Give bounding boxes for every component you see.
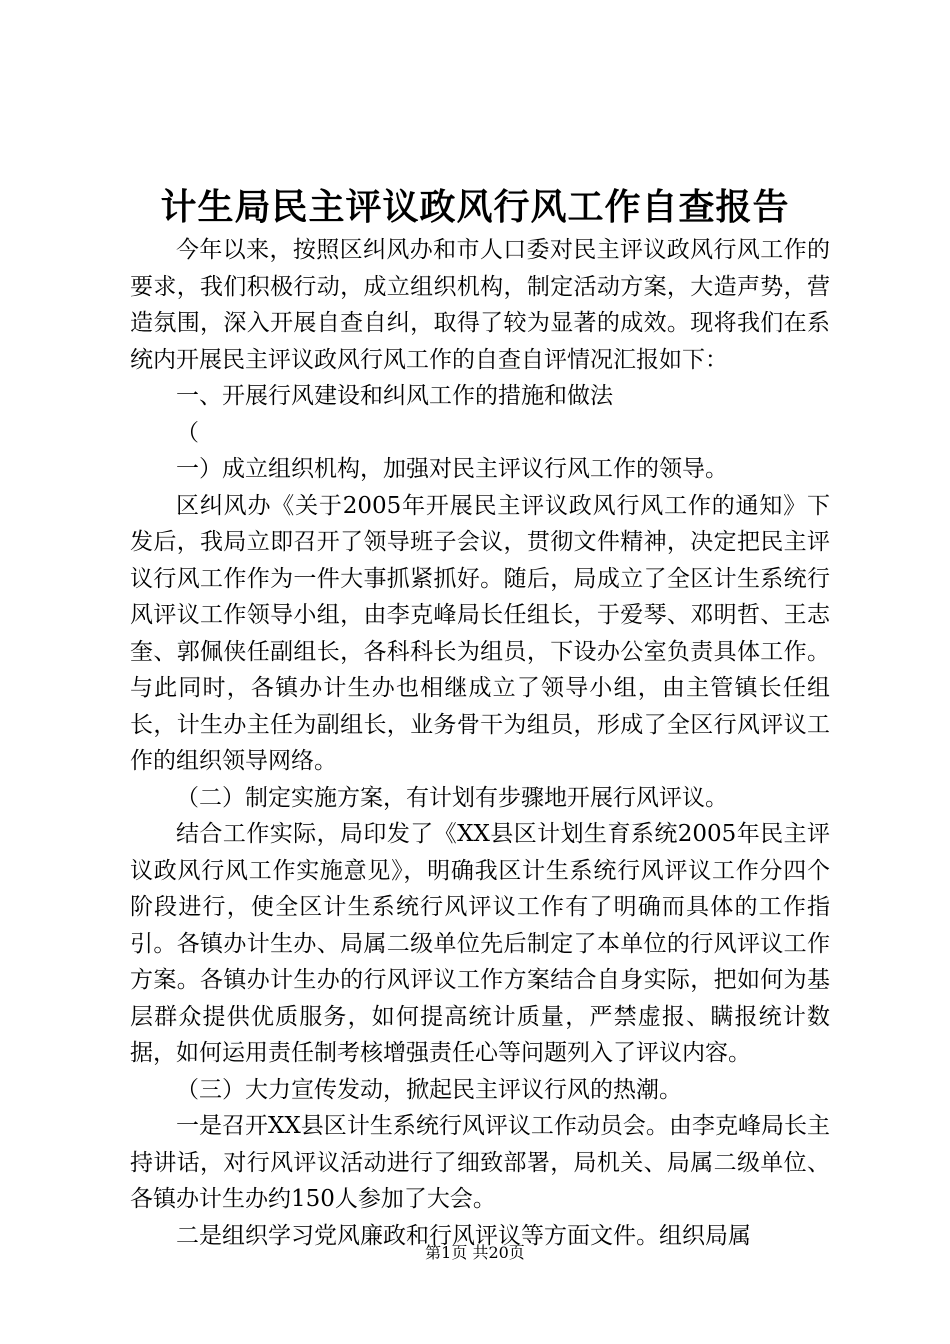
body-paragraph-1: 区纠风办《关于2005年开展民主评议政风行风工作的通知》下发后，我局立即召开了领导班子会议，贯彻文件精神，决定把民主评议行风工作作为一件大事抓紧抓好。随后，局成立了全区计生系统行风评议工作领导小组，由李克峰局长任组长，于爱琴、邓明哲、王志奎、郭佩侠任副组长，各科科长为组员，下设办公室负责具体工作。与此同时，各镇办计生办也相继成立了领导小组，由主管镇长任组长，计生办主任为副组长，业务骨干为组员，形成了全区行风评议工作的组织领导网络。	[130, 492, 830, 774]
body-paragraph-4: 二是组织学习党风廉政和行风评议等方面文件。组织局属	[176, 1222, 751, 1249]
body-paragraph-3: 一是召开XX县区计生系统行风评议工作动员会。由李克峰局长主持讲话，对行风评议活动进行了细致部署，局机关、局属二级单位、各镇办计生办约150人参加了大会。	[130, 1113, 830, 1212]
subsection-heading-2: （二）制定实施方案，有计划有步骤地开展行风评议。	[176, 784, 728, 811]
subsection-heading-1: 一）成立组织机构，加强对民主评议行风工作的领导。	[176, 456, 728, 482]
body-paragraph-2: 结合工作实际，局印发了《XX县区计划生育系统2005年民主评议政风行风工作实施意见》，明确我区计生系统行风评议工作分四个阶段进行，使全区计生系统行风评议工作有了明确而具体的工作指引。各镇办计生办、局属二级单位先后制定了本单位的行风评议工作方案。各镇办计生办的行风评议工作方案结合自身实际，把如何为基层群众提供优质服务，如何提高统计质量，严禁虚报、瞒报统计数据，如何运用责任制考核增强责任心等问题列入了评议内容。	[130, 821, 830, 1066]
section-heading-1: 一、开展行风建设和纠风工作的措施和做法	[176, 383, 613, 409]
intro-paragraph: 今年以来，按照区纠风办和市人口委对民主评议政风行风工作的要求，我们积极行动，成立组织机构，制定活动方案，大造声势，营造氛围，深入开展自查自纠，取得了较为显著的成效。现将我们在系统内开展民主评议政风行风工作的自查自评情况汇报如下：	[130, 237, 830, 373]
page-footer: 第1页 共20页	[425, 1243, 525, 1262]
document-body	[130, 232, 830, 1254]
subsection-heading-3: （三）大力宣传发动，掀起民主评议行风的热潮。	[176, 1076, 682, 1103]
document-title: 计生局民主评议政风行风工作自查报告	[160, 186, 790, 228]
subsection-open-paren: （	[176, 419, 199, 446]
